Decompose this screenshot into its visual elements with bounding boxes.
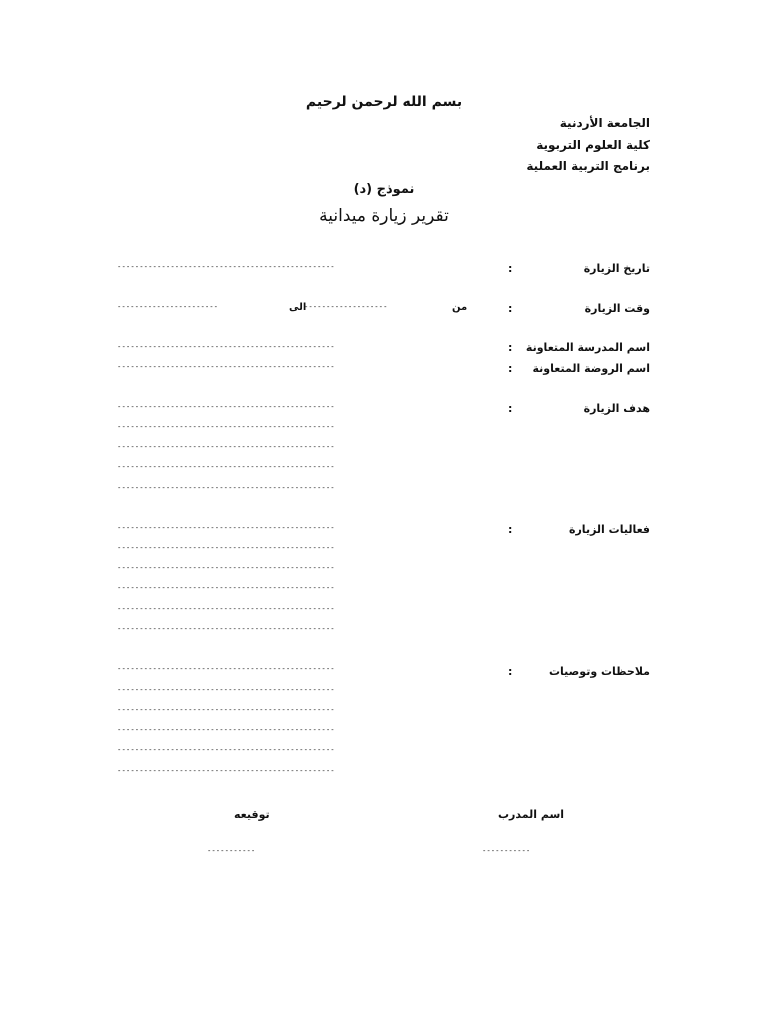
visit-activities-line[interactable]: -------------------------------------------------	[117, 624, 335, 633]
faculty-name: كلية العلوم التربوية	[536, 138, 650, 152]
visit-activities-line[interactable]: -------------------------------------------------	[117, 523, 335, 532]
signature-label: توقيعه	[234, 808, 270, 821]
time-to-blank[interactable]: -----------------------	[117, 302, 219, 311]
time-to-label: الى	[289, 302, 307, 313]
visit-goal-line[interactable]: -------------------------------------------------	[117, 402, 335, 411]
page-title: تقرير زيارة ميدانية	[319, 206, 449, 226]
notes-line[interactable]: -------------------------------------------------	[117, 664, 335, 673]
visit-goal-line[interactable]: -------------------------------------------------	[117, 483, 335, 492]
school-name-blank[interactable]: -------------------------------------------------	[117, 342, 335, 351]
visit-goal-line[interactable]: -------------------------------------------------	[117, 422, 335, 431]
visit-goal-line[interactable]: -------------------------------------------------	[117, 442, 335, 451]
kindergarten-name-blank[interactable]: -------------------------------------------------	[117, 362, 335, 371]
form-number: نموذج (د)	[353, 182, 415, 197]
notes-line[interactable]: -------------------------------------------------	[117, 745, 335, 754]
notes-colon: :	[508, 665, 513, 678]
visit-date-label: تاريخ الزيارة	[583, 262, 650, 275]
time-from-label: من	[452, 302, 468, 313]
visit-activities-line[interactable]: -------------------------------------------------	[117, 563, 335, 572]
school-name-colon: :	[508, 341, 513, 354]
notes-line[interactable]: -------------------------------------------------	[117, 685, 335, 694]
visit-goal-colon: :	[508, 402, 513, 415]
visit-date-colon: :	[508, 262, 513, 275]
notes-label: ملاحظات وتوصيات	[549, 665, 650, 678]
visit-goal-label: هدف الزيارة	[583, 402, 650, 415]
time-from-blank[interactable]: -------------------	[304, 302, 388, 311]
visit-time-label: وقت الزيارة	[584, 302, 650, 315]
kindergarten-name-colon: :	[508, 362, 513, 375]
visit-goal-line[interactable]: -------------------------------------------------	[117, 462, 335, 471]
program-name: برنامج التربية العملية	[526, 159, 650, 173]
kindergarten-name-label: اسم الروضة المتعاونة	[532, 362, 650, 375]
notes-line[interactable]: -------------------------------------------------	[117, 705, 335, 714]
trainer-name-label: اسم المدرب	[498, 808, 565, 821]
university-name: الجامعة الأردنية	[559, 116, 650, 130]
visit-activities-label: فعاليات الزيارة	[568, 523, 650, 536]
notes-line[interactable]: -------------------------------------------------	[117, 766, 335, 775]
visit-time-colon: :	[508, 302, 513, 315]
visit-activities-line[interactable]: -------------------------------------------------	[117, 604, 335, 613]
trainer-name-blank[interactable]: -----------	[482, 846, 531, 855]
visit-date-blank[interactable]: -------------------------------------------------	[117, 262, 335, 271]
notes-line[interactable]: -------------------------------------------------	[117, 725, 335, 734]
visit-activities-line[interactable]: -------------------------------------------------	[117, 583, 335, 592]
basmala: بسم الله لرحمن لرحيم	[305, 94, 463, 110]
signature-blank[interactable]: -----------	[207, 846, 256, 855]
visit-activities-colon: :	[508, 523, 513, 536]
visit-activities-line[interactable]: -------------------------------------------------	[117, 543, 335, 552]
school-name-label: اسم المدرسة المتعاونة	[525, 341, 650, 354]
